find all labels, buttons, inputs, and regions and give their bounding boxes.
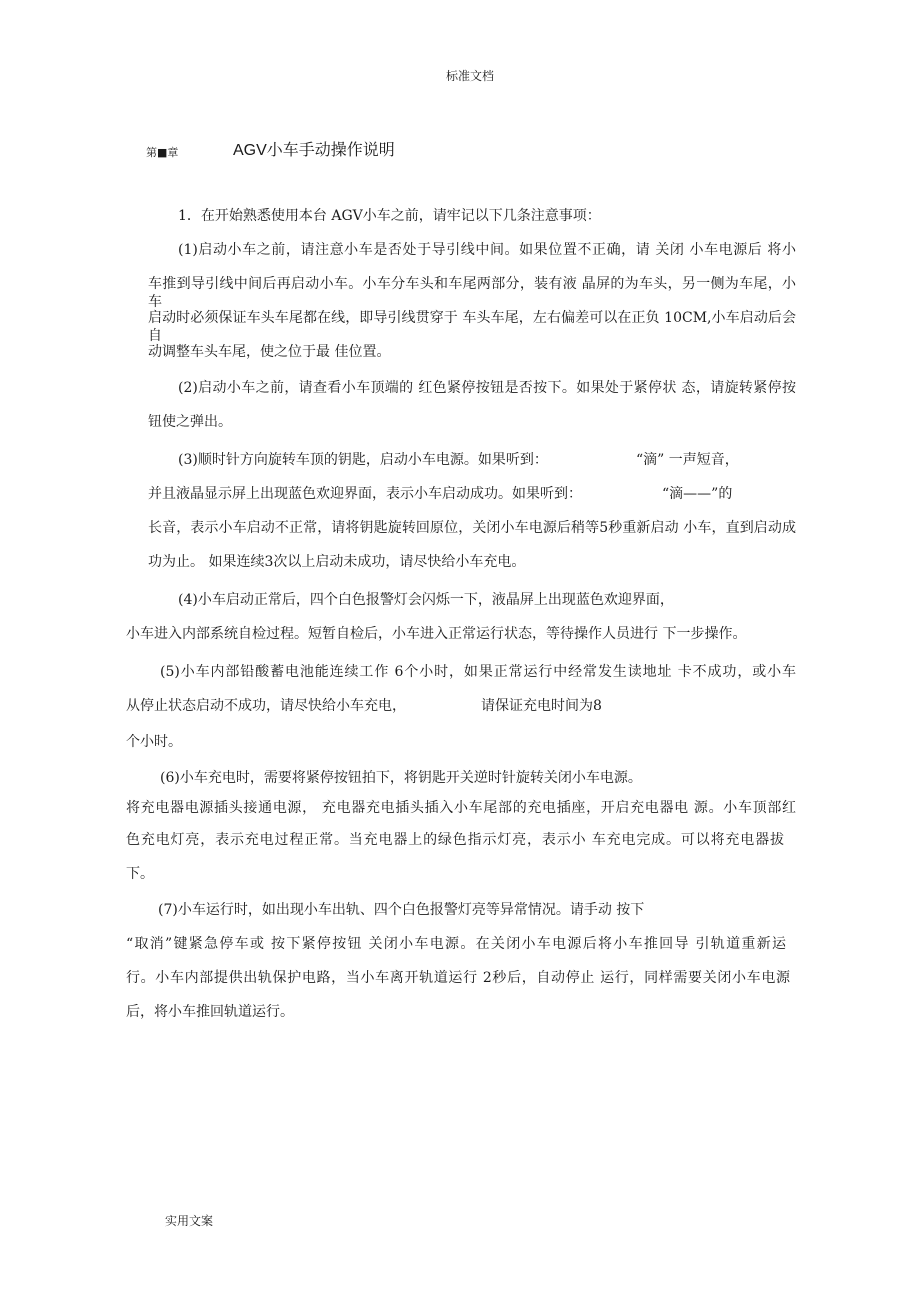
- chapter-label: 第■章: [146, 146, 179, 159]
- chapter-title: AGV小车手动操作说明: [233, 142, 395, 159]
- paragraph-5-line: 个小时。: [126, 734, 182, 750]
- paragraph-5-line: (5)小车内部铅酸蓄电池能连续工作 6个小时，如果正常运行中经常发生读地址 卡不成功，或小车: [160, 664, 796, 680]
- paragraph-1-line: 车推到导引线中间后再启动小车。小车分车头和车尾两部分，装有液 晶屏的为车头，另一侧为车尾，小车: [148, 276, 796, 310]
- paragraph-3-line: 长音，表示小车启动不正常，请将钥匙旋转回原位，关闭小车电源后稍等5秒重新启动 小车，直到启动成: [148, 520, 796, 536]
- paragraph-7-line: 行。小车内部提供出轨保护电路，当小车离开轨道运行 2秒后，自动停止 运行，同样需要关闭小车电源: [126, 970, 790, 986]
- page-header: 标准文档: [446, 69, 495, 83]
- paragraph-2-line: (2)启动小车之前，请查看小车顶端的 红色紧停按钮是否按下。如果处于紧停状 态，请旋转紧停按: [178, 380, 796, 396]
- paragraph-6-line: 下。: [126, 866, 154, 882]
- paragraph-3-line: “滴” 一声短音，: [636, 452, 739, 468]
- paragraph-6-line: 色充电灯亮，表示充电过程正常。当充电器上的绿色指示灯亮，表示小 车充电完成。可以将充电器拔: [126, 832, 784, 848]
- paragraph-3-line: 并且液晶显示屏上出现蓝色欢迎界面，表示小车启动成功。如果听到：: [148, 486, 582, 502]
- paragraph-2-line: 钮使之弹出。: [148, 414, 232, 430]
- intro-line: 1．在开始熟悉使用本台 AGV小车之前，请牢记以下几条注意事项：: [178, 208, 601, 224]
- paragraph-1-line: (1)启动小车之前，请注意小车是否处于导引线中间。如果位置不正确，请 关闭 小车电源后 将小: [178, 242, 796, 258]
- paragraph-4-line: (4)小车启动正常后，四个白色报警灯会闪烁一下，液晶屏上出现蓝色欢迎界面，: [178, 592, 674, 608]
- paragraph-7-line: (7)小车运行时，如出现小车出轨、四个白色报警灯亮等异常情况。请手动 按下: [158, 902, 645, 918]
- paragraph-5-line: 请保证充电时间为8: [481, 698, 602, 714]
- paragraph-1-line: 动调整车头车尾，使之位于最 佳位置。: [148, 344, 391, 360]
- paragraph-7-line: “取消”键紧急停车或 按下紧停按钮 关闭小车电源。在关闭小车电源后将小车推回导 引轨道重新运: [126, 936, 786, 952]
- paragraph-6-line: (6)小车充电时，需要将紧停按钮拍下，将钥匙开关逆时针旋转关闭小车电源。: [160, 770, 642, 786]
- paragraph-1-line: 启动时必须保证车头车尾都在线，即导引线贯穿于 车头车尾，左右偏差可以在正负 10CM,小车启动后会自: [148, 310, 796, 344]
- paragraph-6-line: 将充电器电源插头接通电源， 充电器充电插头插入小车尾部的充电插座，开启充电器电 源。小车顶部红: [126, 800, 796, 816]
- paragraph-3-line: “滴——”的: [662, 486, 733, 502]
- page-footer: 实用文案: [165, 1214, 214, 1228]
- paragraph-3-line: 功为止。 如果连续3次以上启动未成功，请尽快给小车充电。: [148, 554, 526, 570]
- paragraph-4-line: 小车进入内部系统自检过程。短暂自检后，小车进入正常运行状态，等待操作人员进行 下一步操作。: [126, 626, 747, 642]
- paragraph-7-line: 后，将小车推回轨道运行。: [126, 1004, 294, 1020]
- paragraph-3-line: (3)顺时针方向旋转车顶的钥匙，启动小车电源。如果听到：: [178, 452, 548, 468]
- paragraph-5-line: 从停止状态启动不成功，请尽快给小车充电，: [126, 698, 406, 714]
